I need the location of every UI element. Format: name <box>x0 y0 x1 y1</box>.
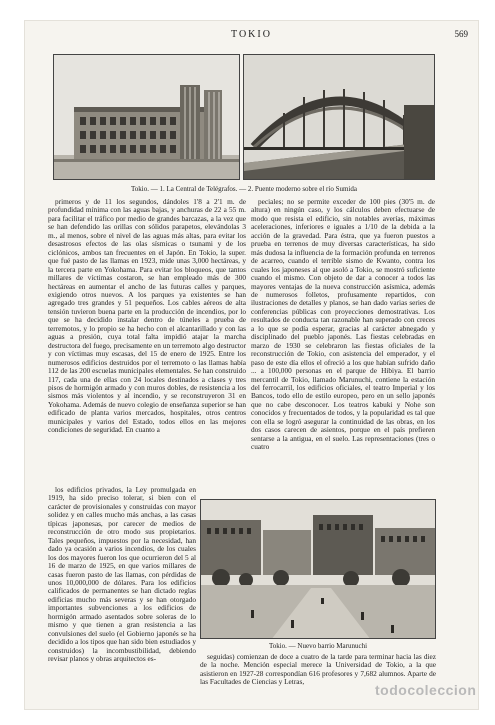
text-column-left-narrow <box>48 486 196 702</box>
paragraph-left-full: primeros y de 11 los segundos, dándoles 1'8 a 2'1 m. de profundidad mínima con las aguas bajas, y anchuras de 22 a 55 m. para facilitar el tráfico por medio de grandes barcazas, a la vez que se han defendido las orillas con sólidos parapetos, elevándolas 3 m., al menos, sobre el nivel de las aguas más altas, para evitar los desastrosos efectos de las olas sísmicas o tsunami y de los ciclónicos, ambos tan frecuentes en el Japón. En Tokio, la super. que fué pasto de las llamas en 1923, mide unas 3,000 hectáreas, y la tercera parte en Yokohama. Para evitar los bloqueos, que tantos millares de víctimas costaron, se han empleado más de 300 hectáreas en aumentar el ancho de las futuras calles y parques, exigiendo otros nuevos. A los parques ya existentes se han agregado tres grandes y 51 pequeños. Los cables aéreos de alta tensión tuvieron buena parte en la producción de incendios, por lo que se ha decidido instalar dentro de túneles a prueba de terremotos, y lo propio se ha hecho con el alcantarillado y con las aguas a presión, cuya total falta impidió atajar la marcha destructora del fuego, precisamente en un terremoto algo destructor y con víctimas muy escasas, del 15 de enero de 1925. Entre los numerosos edificios destruidos por el terremoto o las llamas había 112 de las 200 escuelas municipales elementales. Se han construido 117, cada una de ellas con 24 locales destinados a clases y tres pisos de hormigón armado y con muros dobles, de resistencia a los sismos más violentos y al incendio, y se reconstruyeron 31 en Yokohama. Además de nuevo colegio de enseñanza superior se han edificado de planta varios mercados, hospitales, otros centros municipales y varios del Estado, todos ellos en las mejores condiciones de seguridad. En cuanto a <box>48 198 246 435</box>
sumida-bridge-image <box>244 55 435 180</box>
paragraph-right-bottom: seguidas) comienzan de doce a cuatro de la tarde para terminar hacia las diez de la noche. Mención especial merece la Universidad de Tokio, a la que asistieron en 1927-28 correspondían 616 profesores y 7,682 alumnos. Aparte de las Facultades de Ciencias y Letras, <box>200 653 436 687</box>
book-page <box>24 20 479 710</box>
photo-sumida-bridge <box>243 54 435 180</box>
running-header-title: TOKIO <box>231 29 272 40</box>
photo-marunuchi-district <box>200 499 436 639</box>
photo-telegraph-building <box>53 54 240 180</box>
telegraph-building-image <box>54 55 240 180</box>
watermark-logo: todocoleccion <box>375 682 477 698</box>
paragraph-right-top: peciales; no se permite exceder de 100 pies (30'5 m. de altura) en ningún caso, y los cálculos deben efectuarse de modo que resista el edificio, sin notables averías, máximas aceleraciones, inferiores e iguales a 1/10 de la debida a la acción de la gravedad. Para éstra, que ya fueron puestos a prueba en terrenos de muy diversas características, ha sido más dudosa la influencia de la formación profunda en terrenos de acarreo, cuando el terrible sismo de Kwanto, contra los cuales los japoneses al que asoló a Tokio, se mostró suficiente cuando el mismo. Con objeto de dar a conocer a todos las mayores ventajas de la nueva construcción asísmica, además de numerosos folletos, profusamente repartidos, con ilustraciones de detalles y planos, se han dado varias series de conferencias públicas con proyecciones demostrativas. Los resultados de conducta tan razonable han superado con creces a lo que se podía esperar, gracias al carácter abnegado y disciplinado del pueblo japonés. Las fiestas celebradas en marzo de 1930 se celebraron las fiestas oficiales de la reconstrucción de Tokio, con asistencia del emperador, y el paso de este día ellos el ofreció a los que habían sufrido daño ... a 100,000 personas en el parque de Hibiya. El barrio mercantil de Tokio, llamado Marunuchi, contiene la estación del ferrocarril, los edificios oficiales, el teatro Imperial y los Bancos, todo ello de estilo europeo, pero en un sello japonés que no cabe desconocer. Los teatros kabuki y Nohe son conocidos y frecuentados de todos, y la popularidad es tal que con ella se logró asegurar la continuidad de las obras, en los dos casos carecen de asientos, porque en el país prefieren sentarse a la antigua, en el suelo. Las representaciones (tres o cuatro <box>251 198 435 452</box>
text-column-right-top <box>251 198 435 486</box>
marunuchi-district-image <box>201 500 436 639</box>
text-column-left-full <box>48 198 246 486</box>
figure-caption-top: Tokio. — 1. La Central de Telégrafos. — 2. Puente moderno sobre el río Sumida <box>131 185 357 193</box>
figure-caption-bottom: Tokio. — Nuevo barrio Marunuchi <box>268 642 368 650</box>
page-number: 569 <box>454 29 468 39</box>
paragraph-left-narrow: los edificios privados, la Ley promulgada en 1919, ha sido preciso tolerar, si bien con el carácter de provisionales y construidas con mayor solidez y en calles mucho más anchas, a las casas típicas japonesas, por carecer de medios de reconstrucción de otro modo sus propietarios. Tales pequeños, impuestos por la necesidad, han dado ya ocasión a varios incendios, de los cuales los dos mayores fueron los que ocurrieron del 5 al 16 de marzo de 1925, en que varios millares de casas fueron pasto de las llamas, con pérdidas de unos 10,000,000 de dólares. Para los edificios calificados de permanentes se han dictado reglas edificias mucho más severas y se han otorgado importantes subvenciones a los edificios de hormigón armado asentados sobre soleras de lo mismo y que tienen a gran resistencia a las convulsiones del suelo (el Gobierno japonés se ha decidido a los tipos que han sido bien estudiados y construidos) la incombustibilidad, debiendo revisar planos y obras arquitectos es- <box>48 486 196 664</box>
